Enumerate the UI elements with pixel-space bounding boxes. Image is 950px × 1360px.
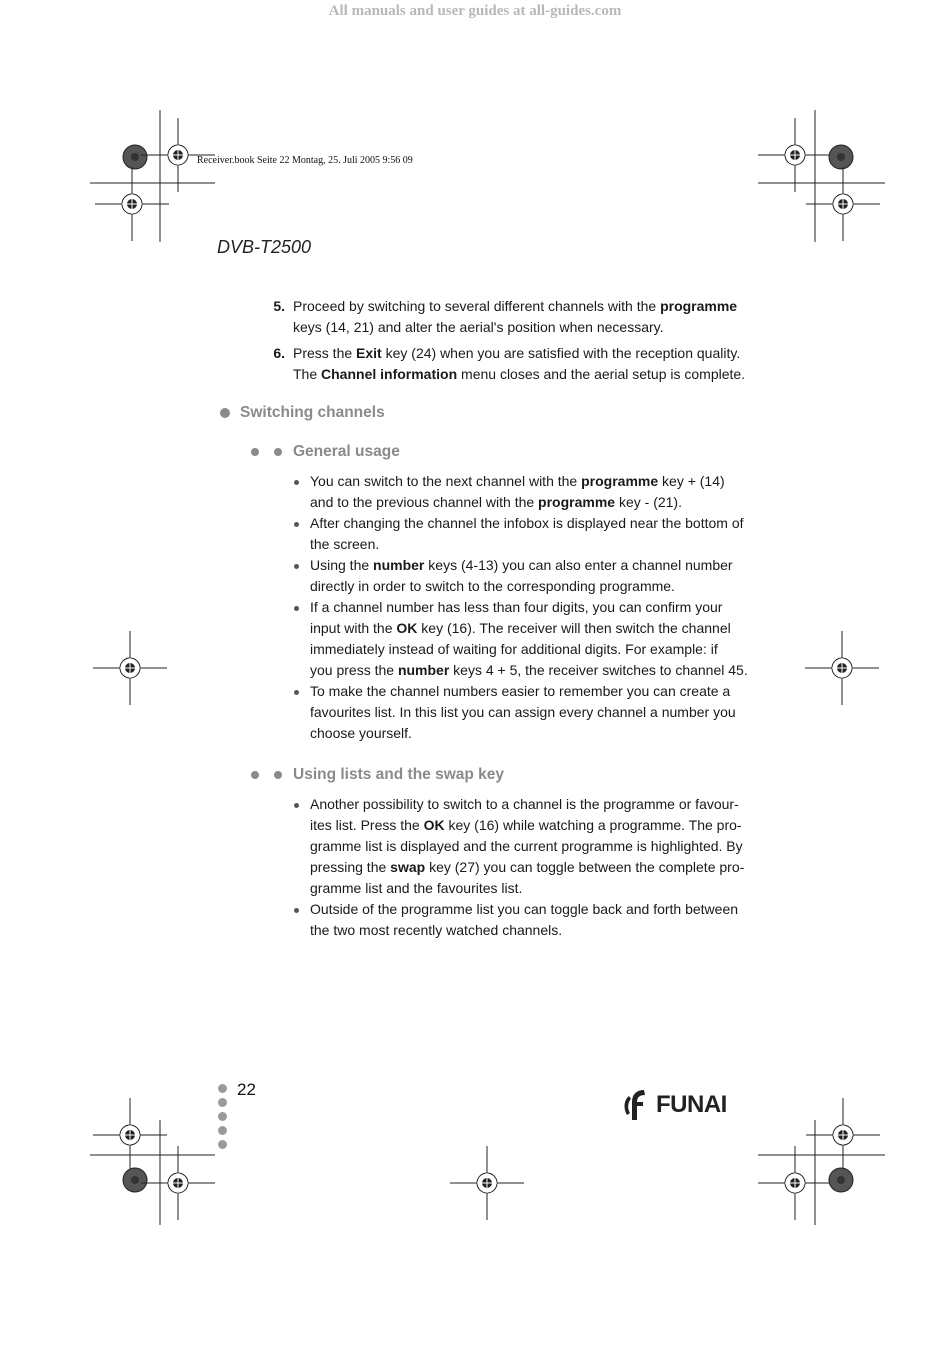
logo-text: FUNAI bbox=[656, 1091, 727, 1118]
page-number: 22 bbox=[237, 1080, 256, 1099]
step-text: Proceed by switching to several different channels with the programme keys (14, 21) and alter the aerial's position when necessary. bbox=[293, 298, 738, 335]
list-item: If a channel number has less than four digits, you can confirm your input with the OK key (16). The receiver will then switch the channel immediately instead of waiting for additional digits. For example: if you press the number keys 4 + 5, the receiver switches to channel 45. bbox=[310, 599, 748, 678]
step-number: 5. bbox=[273, 298, 285, 314]
watermark: All manuals and user guides at all-guides.com bbox=[328, 3, 622, 19]
subsection-heading: General usage bbox=[293, 443, 400, 460]
list-item: Using the number keys (4-13) you can also enter a channel number directly in order to switch to the corresponding programme. bbox=[310, 557, 733, 594]
subsection-heading: Using lists and the swap key bbox=[293, 766, 505, 783]
header-note: Receiver.book Seite 22 Montag, 25. Juli 2005 9:56 09 bbox=[197, 155, 413, 166]
step-number: 6. bbox=[273, 345, 285, 361]
step-text: Press the Exit key (24) when you are satisfied with the reception quality. The Channel information menu closes and the aerial setup is complete. bbox=[293, 345, 746, 382]
list-item: After changing the channel the infobox is displayed near the bottom of the screen. bbox=[310, 515, 744, 552]
document-title: DVB-T2500 bbox=[217, 237, 312, 257]
list-item: Outside of the programme list you can toggle back and forth between the two most recently watched channels. bbox=[310, 901, 739, 938]
list-item: You can switch to the next channel with the programme key + (14) and to the previous channel with the programme key - (21). bbox=[310, 473, 725, 510]
list-item: To make the channel numbers easier to remember you can create a favourites list. In this list you can assign every channel a number you choose yourself. bbox=[310, 683, 736, 741]
section-heading: Switching channels bbox=[240, 404, 385, 421]
list-item: Another possibility to switch to a channel is the programme or favour- ites list. Press the OK key (16) while watching a programme. The pro- gramme list is displayed and the current programme is highlighted. By pressing the swap key (27) you can toggle between the complete pro- gramme list and the favourites list. bbox=[310, 796, 745, 896]
